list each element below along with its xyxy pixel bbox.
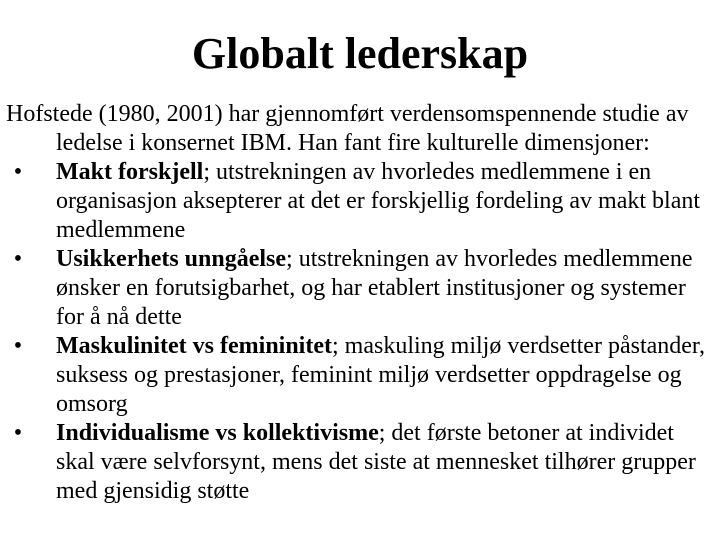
slide-body — [6, 100, 712, 506]
dimension-description: ; maskuling miljø verdsetter påstander, suksess og prestasjoner, feminint miljø verdsetter oppdragelse og omsorg — [56, 333, 705, 417]
slide-title: Globalt lederskap — [191, 29, 529, 78]
bullet-icon: • — [13, 333, 23, 359]
dimension-term: Makt forskjell — [56, 159, 204, 185]
dimension-description: ; utstrekningen av hvorledes medlemmene ønsker en forutsigbarhet, og har etablert institusjoner og systemer for å nå dette — [56, 246, 693, 330]
dimension-term: Individualisme vs kollektivisme — [56, 420, 379, 446]
dimension-term: Usikkerhets unngåelse — [56, 246, 287, 272]
bullet-icon: • — [13, 246, 23, 272]
dimension-list — [6, 158, 712, 506]
dimension-item-individualism — [6, 419, 712, 506]
dimension-description: ; utstrekningen av hvorledes medlemmene i en organisasjon aksepterer at det er forskjellig fordeling av makt blant medlemmene — [56, 159, 701, 243]
dimension-item-uncertainty-avoidance — [6, 245, 712, 332]
dimension-item-masculinity — [6, 332, 712, 419]
bullet-icon: • — [13, 159, 23, 185]
dimension-description: ; det første betoner at individet skal være selvforsynt, mens det siste at mennesket tilhører grupper med gjensidig støtte — [56, 420, 696, 504]
dimension-item-power-distance — [6, 158, 712, 245]
intro-paragraph: Hofstede (1980, 2001) har gjennomført verdensomspennende studie av ledelse i konsernet IBM. Han fant fire kulturelle dimensjoner: — [6, 101, 689, 156]
dimension-term: Maskulinitet vs femininitet — [56, 333, 332, 359]
bullet-icon: • — [13, 420, 23, 446]
